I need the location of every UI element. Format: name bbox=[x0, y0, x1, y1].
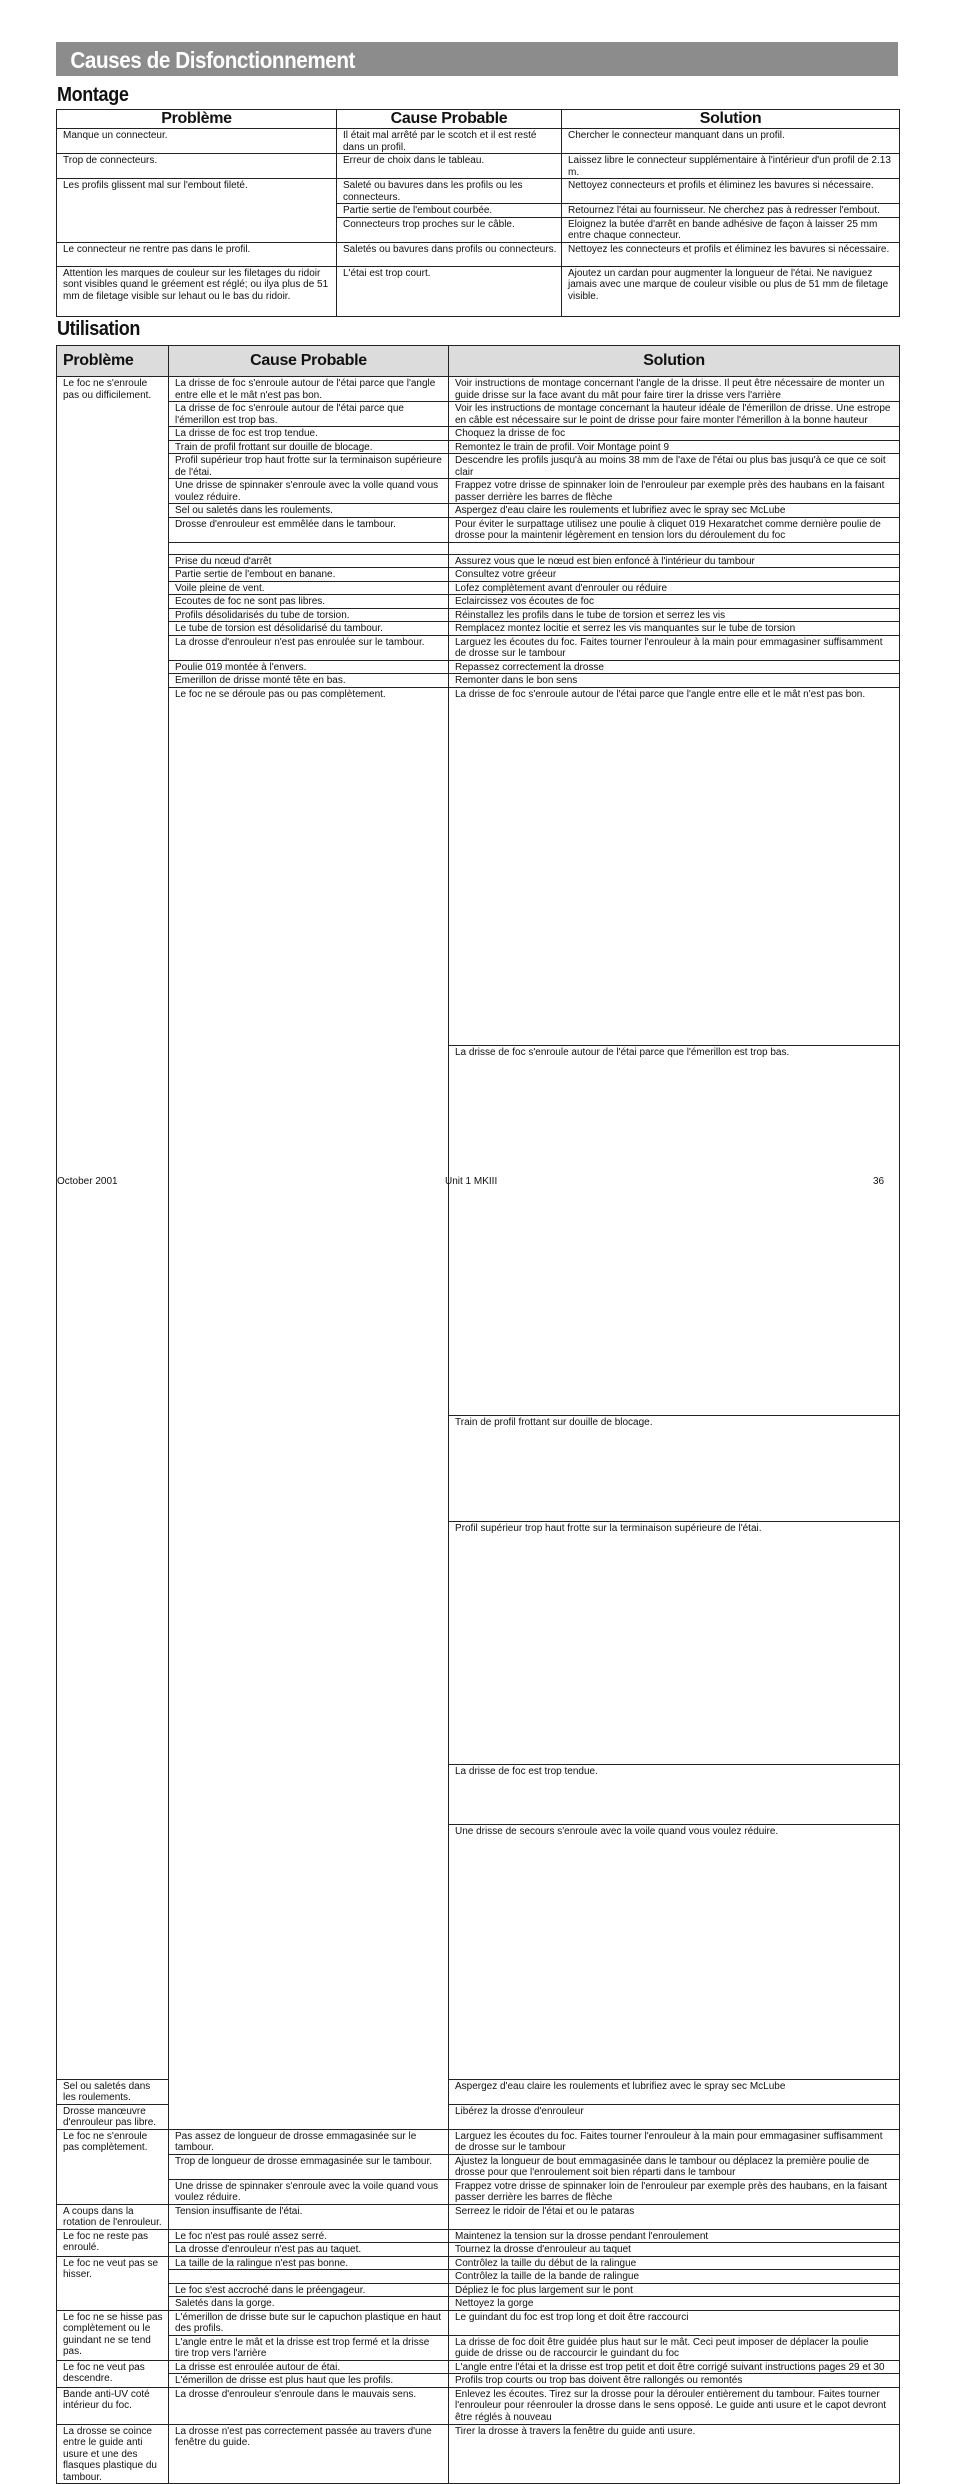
utilisation-row bbox=[57, 2283, 900, 2297]
utilisation-solution-cell: L'angle entre l'étai et la drisse est trop petit et doit être corrigé suivant instructions pages 29 et 30 bbox=[449, 2360, 900, 2374]
utilisation-solution-cell: Ajustez la longueur de bout emmagasinée dans le tambour ou déplacez la première poulie de drosse pour que l'enroulement soit bien réparti dans le tambour bbox=[449, 2154, 900, 2179]
montage-col-solution: Solution bbox=[562, 110, 900, 129]
montage-row bbox=[57, 242, 900, 266]
utilisation-solution-cell: La drisse de foc doit être guidée plus haut sur le mât. Ceci peut imposer de déplacer la poulie guide de drisse ou de raccourcir le guindant du foc bbox=[449, 2335, 900, 2360]
utilisation-problem-cell: Le foc ne s'enroule pas complètement. bbox=[57, 2129, 169, 2204]
utilisation-cause-cell: Poulie 019 montée à l'envers. bbox=[169, 660, 449, 674]
utilisation-cause-cell: L'angle entre le mât et la drisse est trop fermé et la drisse tire trop vers l'arrière bbox=[169, 2335, 449, 2360]
utilisation-row bbox=[57, 568, 900, 582]
montage-solution-cell: Laissez libre le connecteur supplémentaire à l'intérieur d'un profil de 2.13 m. bbox=[562, 154, 900, 179]
utilisation-row bbox=[57, 402, 900, 427]
utilisation-solution-cell: Profils trop courts ou trop bas doivent être rallongés ou remontés bbox=[449, 2374, 900, 2388]
utilisation-cause-cell: Voile pleine de vent. bbox=[169, 581, 449, 595]
utilisation-solution-cell: Enlevez les écoutes. Tirez sur la drosse pour la dérouler entièrement du tambour. Faites tourner l'enrouleur pour réenrouler la drosse dans le sens opposé. Le guide anti usure et le capot devront être réglés à nouveau bbox=[449, 2387, 900, 2424]
utilisation-cause-cell: La drosse n'est pas correctement passée au travers d'une fenêtre du guide. bbox=[169, 2424, 449, 2484]
montage-problem-cell: Les profils glissent mal sur l'embout fileté. bbox=[57, 179, 337, 243]
utilisation-row bbox=[57, 2335, 900, 2360]
montage-problem-cell: Trop de connecteurs. bbox=[57, 154, 337, 179]
utilisation-problem-cell: La drosse se coince entre le guide anti usure et une des flasques plastique du tambour. bbox=[57, 2424, 169, 2484]
utilisation-problem-cell: A coups dans la rotation de l'enrouleur. bbox=[57, 2204, 169, 2229]
utilisation-solution-cell: Frappez votre drisse de spinnaker loin de l'enrouleur par exemple près des haubans en la faisant passer derrière les barres de flèche bbox=[449, 479, 900, 504]
utilisation-cause-cell: Ecoutes de foc ne sont pas libres. bbox=[169, 595, 449, 609]
footer-page-number: 36 bbox=[873, 1176, 885, 1187]
montage-cause-cell: Connecteurs trop proches sur le câble. bbox=[337, 217, 562, 242]
utilisation-row bbox=[57, 687, 900, 1046]
utilisation-cause-cell: La taille de la ralingue n'est pas bonne. bbox=[169, 2256, 449, 2270]
utilisation-solution-cell: Contrôlez la taille du début de la ralingue bbox=[449, 2256, 900, 2270]
utilisation-row bbox=[57, 440, 900, 454]
utilisation-solution-cell: Aspergez d'eau claire les roulements et lubrifiez avec le spray sec McLube bbox=[449, 504, 900, 518]
utilisation-row bbox=[57, 2179, 900, 2204]
utilisation-col-solution: Solution bbox=[449, 346, 900, 377]
utilisation-cause-cell: La drosse d'enrouleur s'enroule dans le mauvais sens. bbox=[169, 2387, 449, 2424]
montage-row bbox=[57, 179, 900, 204]
utilisation-solution-cell: Larguez les écoutes du foc. Faites tourner l'enrouleur à la main pour emmagasiner suffisamment de drosse sur le tambour bbox=[449, 635, 900, 660]
utilisation-solution-cell: Nettoyez la gorge bbox=[449, 2297, 900, 2311]
utilisation-row bbox=[57, 2243, 900, 2257]
utilisation-row bbox=[57, 2360, 900, 2374]
utilisation-solution-cell: Remplacez montez locitie et serrez les vis manquantes sur le tube de torsion bbox=[449, 622, 900, 636]
montage-cause-cell: Erreur de choix dans le tableau. bbox=[337, 154, 562, 179]
montage-cause-cell: Saleté ou bavures dans les profils ou les connecteurs. bbox=[337, 179, 562, 204]
footer-product: Unit 1 MKIII bbox=[445, 1176, 498, 1187]
utilisation-row bbox=[57, 504, 900, 518]
montage-cause-cell: Saletés ou bavures dans profils ou connecteurs. bbox=[337, 242, 562, 266]
montage-col-cause: Cause Probable bbox=[337, 110, 562, 129]
utilisation-cause-cell: La drisse de foc est trop tendue. bbox=[169, 427, 449, 441]
utilisation-cause-cell: Sel ou saletés dans les roulements. bbox=[169, 504, 449, 518]
utilisation-solution-cell: Lofez complètement avant d'enrouler ou réduire bbox=[449, 581, 900, 595]
utilisation-cause-cell: Saletés dans la gorge. bbox=[169, 2297, 449, 2311]
montage-cause-cell: L'étai est trop court. bbox=[337, 266, 562, 316]
utilisation-solution-cell: Voir instructions de montage concernant l'angle de la drisse. Il peut être nécessaire de monter un guide drisse sur la face avant du mât pour faire tirer la drisse vers l'arrière bbox=[449, 377, 900, 402]
utilisation-problem-cell: Le foc ne s'enroule pas ou difficilement. bbox=[57, 377, 169, 2080]
utilisation-cause-cell: La drisse est enroulée autour de étai. bbox=[169, 2360, 449, 2374]
utilisation-cause-cell: La drisse de foc s'enroule autour de l'étai parce que l'angle entre elle et le mât n'est pas bon. bbox=[449, 687, 900, 1046]
utilisation-row bbox=[57, 2154, 900, 2179]
utilisation-cause-cell: Sel ou saletés dans les roulements. bbox=[57, 2079, 169, 2104]
montage-table bbox=[56, 109, 900, 317]
utilisation-problem-cell: Le foc ne reste pas enroulé. bbox=[57, 2229, 169, 2256]
utilisation-row bbox=[57, 2270, 900, 2284]
utilisation-solution-cell: Aspergez d'eau claire les roulements et lubrifiez avec le spray sec McLube bbox=[449, 2079, 900, 2104]
utilisation-cause-cell: L'émerillon de drisse est plus haut que les profils. bbox=[169, 2374, 449, 2388]
montage-problem-cell: Le connecteur ne rentre pas dans le profil. bbox=[57, 242, 337, 266]
montage-solution-cell: Retournez l'étai au fournisseur. Ne cherchez pas à redresser l'embout. bbox=[562, 204, 900, 218]
utilisation-solution-cell: Réinstallez les profils dans le tube de torsion et serrez les vis bbox=[449, 608, 900, 622]
utilisation-cause-cell: Partie sertie de l'embout en banane. bbox=[169, 568, 449, 582]
utilisation-row bbox=[57, 554, 900, 568]
utilisation-solution-cell: Tirer la drosse à travers la fenêtre du guide anti usure. bbox=[449, 2424, 900, 2484]
montage-solution-cell: Nettoyez connecteurs et profils et éliminez les bavures si nécessaire. bbox=[562, 179, 900, 204]
utilisation-solution-cell: Voir les instructions de montage concernant la hauteur idéale de l'émerillon de drisse. Une estrope en câble est nécessaire sur le point de drisse pour faire monter l'émerillon à la bonne hauteur bbox=[449, 402, 900, 427]
utilisation-solution-cell: Pour éviter le surpattage utilisez une poulie à cliquet 019 Hexaratchet comme dernière poulie de drosse pour la maintenir légèrement en tension lors du déroulement du foc bbox=[449, 517, 900, 542]
utilisation-row bbox=[57, 2129, 900, 2154]
utilisation-solution-cell: Consultez votre gréeur bbox=[449, 568, 900, 582]
utilisation-row bbox=[57, 622, 900, 636]
utilisation-row bbox=[57, 2310, 900, 2335]
utilisation-row bbox=[57, 542, 900, 554]
utilisation-cause-cell bbox=[169, 542, 449, 554]
utilisation-row bbox=[57, 595, 900, 609]
utilisation-cause-cell: Le foc n'est pas roulé assez serré. bbox=[169, 2229, 449, 2243]
utilisation-cause-cell: La drosse d'enrouleur n'est pas enroulée sur le tambour. bbox=[169, 635, 449, 660]
utilisation-row bbox=[57, 427, 900, 441]
page-title-bar bbox=[56, 42, 898, 76]
utilisation-cause-cell: Pas assez de longueur de drosse emmagasinée sur le tambour. bbox=[169, 2129, 449, 2154]
utilisation-problem-cell: Le foc ne veut pas se hisser. bbox=[57, 2256, 169, 2310]
utilisation-heading: Utilisation bbox=[57, 318, 141, 340]
utilisation-cause-cell: La drosse d'enrouleur n'est pas au taquet. bbox=[169, 2243, 449, 2257]
utilisation-row bbox=[57, 2204, 900, 2229]
utilisation-solution-cell: Serreez le ridoir de l'étai et ou le pataras bbox=[449, 2204, 900, 2229]
utilisation-cause-cell: Une drisse de spinnaker s'enroule avec la voile quand vous voulez réduire. bbox=[169, 2179, 449, 2204]
utilisation-row bbox=[57, 2424, 900, 2484]
utilisation-solution-cell: Le guindant du foc est trop long et doit être raccourci bbox=[449, 2310, 900, 2335]
utilisation-cause-cell: Drosse d'enrouleur est emmêlée dans le tambour. bbox=[169, 517, 449, 542]
utilisation-cause-cell: Train de profil frottant sur douille de blocage. bbox=[449, 1416, 900, 1522]
montage-row bbox=[57, 266, 900, 316]
utilisation-row bbox=[57, 479, 900, 504]
utilisation-cause-cell: Prise du nœud d'arrêt bbox=[169, 554, 449, 568]
utilisation-cause-cell: Une drisse de secours s'enroule avec la voile quand vous voulez réduire. bbox=[449, 1824, 900, 2079]
utilisation-problem-cell: Le foc ne veut pas descendre. bbox=[57, 2360, 169, 2387]
utilisation-cause-cell: La drisse de foc est trop tendue. bbox=[449, 1765, 900, 1825]
utilisation-solution-cell: Repassez correctement la drosse bbox=[449, 660, 900, 674]
montage-row bbox=[57, 129, 900, 154]
utilisation-solution-cell: Maintenez la tension sur la drosse pendant l'enroulement bbox=[449, 2229, 900, 2243]
utilisation-row bbox=[57, 635, 900, 660]
montage-cause-cell: Partie sertie de l'embout courbée. bbox=[337, 204, 562, 218]
utilisation-cause-cell: La drisse de foc s'enroule autour de l'étai parce que l'émerillon est trop bas. bbox=[449, 1046, 900, 1416]
montage-table-body bbox=[57, 129, 900, 317]
utilisation-cause-cell bbox=[169, 2270, 449, 2284]
utilisation-row bbox=[57, 581, 900, 595]
utilisation-solution-cell: Assurez vous que le nœud est bien enfoncé à l'intérieur du tambour bbox=[449, 554, 900, 568]
utilisation-solution-cell: Libérez la drosse d'enrouleur bbox=[449, 2104, 900, 2129]
utilisation-cause-cell: Le tube de torsion est désolidarisé du tambour. bbox=[169, 622, 449, 636]
utilisation-solution-cell: Frappez votre drisse de spinnaker loin de l'enrouleur par exemple près des haubans, en la faisant passer derrière les barres de flèche bbox=[449, 2179, 900, 2204]
utilisation-row bbox=[57, 2256, 900, 2270]
utilisation-solution-cell: Larguez les écoutes du foc. Faites tourner l'enrouleur à la main pour emmagasiner suffisamment de drosse sur le tambour bbox=[449, 2129, 900, 2154]
montage-cause-cell: Il était mal arrêté par le scotch et il est resté dans un profil. bbox=[337, 129, 562, 154]
utilisation-cause-cell: Trop de longueur de drosse emmagasinée sur le tambour. bbox=[169, 2154, 449, 2179]
utilisation-solution-cell: Remontez le train de profil. Voir Montage point 9 bbox=[449, 440, 900, 454]
utilisation-row bbox=[57, 454, 900, 479]
utilisation-row bbox=[57, 2387, 900, 2424]
utilisation-solution-cell: Choquez la drisse de foc bbox=[449, 427, 900, 441]
montage-row bbox=[57, 154, 900, 179]
utilisation-cause-cell: Train de profil frottant sur douille de blocage. bbox=[169, 440, 449, 454]
montage-solution-cell: Eloignez la butée d'arrêt en bande adhésive de façon à laisser 25 mm entre chaque connecteur. bbox=[562, 217, 900, 242]
utilisation-cause-cell: Drosse manœuvre d'enrouleur pas libre. bbox=[57, 2104, 169, 2129]
utilisation-cause-cell: Profil supérieur trop haut frotte sur la terminaison supérieure de l'étai. bbox=[169, 454, 449, 479]
utilisation-row bbox=[57, 517, 900, 542]
utilisation-cause-cell: Une drisse de spinnaker s'enroule avec la volle quand vous voulez réduire. bbox=[169, 479, 449, 504]
utilisation-solution-cell: Eclaircissez vos écoutes de foc bbox=[449, 595, 900, 609]
utilisation-solution-cell bbox=[449, 542, 900, 554]
utilisation-row bbox=[57, 2297, 900, 2311]
utilisation-table bbox=[56, 345, 900, 2484]
utilisation-solution-cell: Descendre les profils jusqu'à au moins 38 mm de l'axe de l'étai ou plus bas jusqu'à ce que ce soit clair bbox=[449, 454, 900, 479]
utilisation-cause-cell: L'émerillon de drisse bute sur le capuchon plastique en haut des profils. bbox=[169, 2310, 449, 2335]
page-title: Causes de Disfonctionnement bbox=[70, 47, 356, 73]
utilisation-solution-cell: Dépliez le foc plus largement sur le pont bbox=[449, 2283, 900, 2297]
utilisation-row bbox=[57, 377, 900, 402]
montage-heading: Montage bbox=[57, 84, 129, 106]
utilisation-table-body bbox=[57, 377, 900, 2484]
montage-solution-cell: Nettoyez les connecteurs et profils et éliminez les bavures si nécessaire. bbox=[562, 242, 900, 266]
montage-header-row bbox=[57, 110, 900, 129]
utilisation-row bbox=[57, 608, 900, 622]
utilisation-cause-cell: Le foc s'est accroché dans le préengageur. bbox=[169, 2283, 449, 2297]
montage-solution-cell: Ajoutez un cardan pour augmenter la longueur de l'étai. Ne naviguez jamais avec une marque de couleur visible ou plus de 51 mm de filetage visible. bbox=[562, 266, 900, 316]
utilisation-problem-cell: Bande anti-UV coté intérieur du foc. bbox=[57, 2387, 169, 2424]
utilisation-header-row bbox=[57, 346, 900, 377]
utilisation-row bbox=[57, 674, 900, 688]
utilisation-cause-cell: La drisse de foc s'enroule autour de l'étai parce que l'émerillon est trop bas. bbox=[169, 402, 449, 427]
utilisation-problem-cell: Le foc ne se déroule pas ou pas complètement. bbox=[169, 687, 449, 2129]
utilisation-row bbox=[57, 2229, 900, 2243]
utilisation-solution-cell: Tournez la drosse d'enrouleur au taquet bbox=[449, 2243, 900, 2257]
montage-problem-cell: Manque un connecteur. bbox=[57, 129, 337, 154]
footer-date: October 2001 bbox=[57, 1176, 118, 1187]
utilisation-cause-cell: Profil supérieur trop haut frotte sur la terminaison supérieure de l'étai. bbox=[449, 1521, 900, 1765]
utilisation-row bbox=[57, 660, 900, 674]
utilisation-cause-cell: Tension insuffisante de l'étai. bbox=[169, 2204, 449, 2229]
utilisation-col-probleme: Problème bbox=[57, 346, 169, 377]
montage-col-probleme: Problème bbox=[57, 110, 337, 129]
utilisation-cause-cell: La drisse de foc s'enroule autour de l'étai parce que l'angle entre elle et le mât n'est pas bon. bbox=[169, 377, 449, 402]
utilisation-solution-cell: Remonter dans le bon sens bbox=[449, 674, 900, 688]
montage-problem-cell: Attention les marques de couleur sur les filetages du ridoir sont visibles quand le gréement est réglé; ou ilya plus de 51 mm de filetage visible sur lehaut ou le bas du ridoir. bbox=[57, 266, 337, 316]
utilisation-row bbox=[57, 2374, 900, 2388]
montage-solution-cell: Chercher le connecteur manquant dans un profil. bbox=[562, 129, 900, 154]
utilisation-cause-cell: Emerillon de drisse monté tête en bas. bbox=[169, 674, 449, 688]
utilisation-cause-cell: Profils désolidarisés du tube de torsion. bbox=[169, 608, 449, 622]
utilisation-problem-cell: Le foc ne se hisse pas complètement ou le guindant ne se tend pas. bbox=[57, 2310, 169, 2360]
utilisation-solution-cell: Contrôlez la taille de la bande de ralingue bbox=[449, 2270, 900, 2284]
utilisation-col-cause: Cause Probable bbox=[169, 346, 449, 377]
